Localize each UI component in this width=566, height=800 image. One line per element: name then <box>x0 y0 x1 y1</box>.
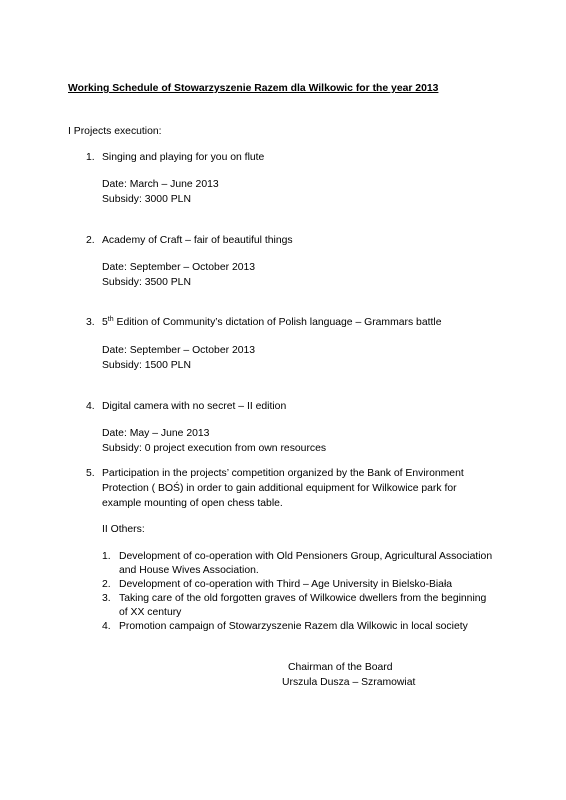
other-number: 2. <box>102 579 111 590</box>
other-item-line: Development of co-operation with Old Pensioners Group, Agricultural Association <box>119 551 493 562</box>
project-subsidy: Subsidy: 1500 PLN <box>102 360 191 371</box>
project-date: Date: September – October 2013 <box>102 345 256 356</box>
project-name <box>102 316 441 329</box>
project-description-line: Protection ( BOŚ) in order to gain additional equipment for Wilkowice park for <box>102 483 457 494</box>
project-date: Date: May – June 2013 <box>102 428 210 439</box>
project-date: Date: September – October 2013 <box>102 262 256 273</box>
other-number: 4. <box>102 621 111 632</box>
project-name: Singing and playing for you on flute <box>102 152 265 163</box>
project-date: Date: March – June 2013 <box>102 179 219 190</box>
signature-name: Urszula Dusza – Szramowiat <box>282 677 416 688</box>
project-number: 3. <box>86 317 95 328</box>
project-name-text: Edition of Community’s dictation of Polish language – Grammars battle <box>113 317 442 328</box>
other-item-line: Development of co-operation with Third – Age University in Bielsko-Biała <box>119 579 453 590</box>
project-number: 5. <box>86 468 95 479</box>
other-item-line: and House Wives Association. <box>119 565 259 576</box>
project-subsidy: Subsidy: 3000 PLN <box>102 194 191 205</box>
project-description-line: example mounting of open chess table. <box>102 498 283 509</box>
section-heading-projects: I Projects execution: <box>68 126 162 137</box>
project-number: 2. <box>86 235 95 246</box>
other-item-line: Promotion campaign of Stowarzyszenie Razem dla Wilkowic in local society <box>119 621 468 632</box>
document-title: Working Schedule of Stowarzyszenie Razem dla Wilkowic for the year 2013 <box>68 83 439 94</box>
project-subsidy: Subsidy: 3500 PLN <box>102 277 191 288</box>
other-item-line: Taking care of the old forgotten graves of Wilkowice dwellers from the beginning <box>119 593 487 604</box>
section-heading-others: II Others: <box>102 524 145 535</box>
other-item-line: of XX century <box>119 607 182 618</box>
project-description-line: Participation in the projects’ competition organized by the Bank of Environment <box>102 468 464 479</box>
other-number: 1. <box>102 551 111 562</box>
edition-number: 5 <box>102 317 108 328</box>
ordinal-suffix: th <box>107 316 114 323</box>
project-name: Academy of Craft – fair of beautiful things <box>102 235 293 246</box>
project-subsidy: Subsidy: 0 project execution from own resources <box>102 443 327 454</box>
other-number: 3. <box>102 593 111 604</box>
project-number: 1. <box>86 152 95 163</box>
project-number: 4. <box>86 401 95 412</box>
signature-role: Chairman of the Board <box>288 662 393 673</box>
project-name: Digital camera with no secret – II edition <box>102 401 287 412</box>
